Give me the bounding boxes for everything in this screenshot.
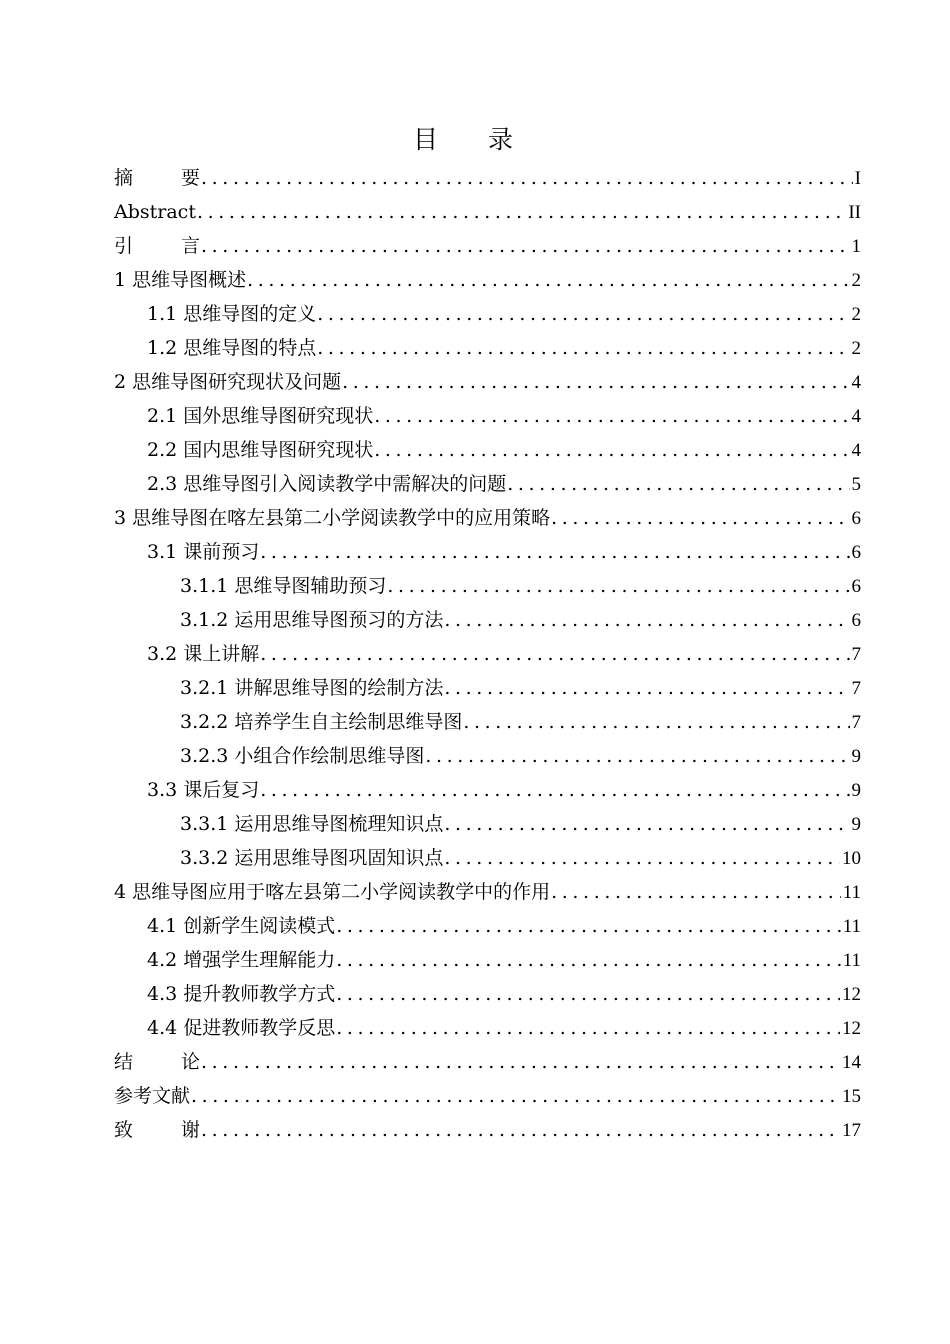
toc-entry[interactable] [114, 841, 861, 875]
toc-entry-page-number: 11 [842, 882, 861, 903]
toc-entry[interactable] [114, 603, 861, 637]
dot-leader [387, 569, 849, 603]
dot-leader [260, 535, 849, 569]
toc-entry-label: 3.2.2 培养学生自主绘制思维导图 [180, 711, 463, 733]
toc-entry[interactable] [114, 705, 861, 739]
dot-leader [191, 1079, 840, 1113]
toc-entry-page-number: 5 [851, 474, 861, 495]
toc-entry[interactable] [114, 909, 861, 943]
dot-leader [425, 739, 849, 773]
toc-entry-label: 结论 [114, 1051, 201, 1073]
toc-entry-label: 4 思维导图应用于喀左县第二小学阅读教学中的作用 [114, 881, 551, 903]
dot-leader [342, 365, 849, 399]
toc-entry-page-number: 10 [842, 848, 861, 869]
dot-leader [374, 399, 849, 433]
toc-entry[interactable] [114, 297, 861, 331]
toc-entry[interactable] [114, 433, 861, 467]
toc-entry-label: 2.2 国内思维导图研究现状 [147, 439, 374, 461]
dot-leader [336, 1011, 840, 1045]
toc-entry-page-number: 12 [842, 984, 861, 1005]
toc-entry[interactable] [114, 365, 861, 399]
dot-leader [317, 297, 849, 331]
dot-leader [336, 909, 840, 943]
toc-entry-label: 3.3.1 运用思维导图梳理知识点 [180, 813, 444, 835]
toc-entry[interactable] [114, 195, 861, 229]
toc-entry-page-number: 4 [851, 406, 861, 427]
dot-leader [201, 229, 849, 263]
toc-entry-label: 摘要 [114, 167, 201, 189]
dot-leader [201, 1113, 840, 1147]
toc-entry-page-number: 6 [851, 610, 861, 631]
toc-entry-label: 致谢 [114, 1119, 201, 1141]
toc-entry-label: 3.3 课后复习 [147, 779, 260, 801]
toc-entry-label: 2.1 国外思维导图研究现状 [147, 405, 374, 427]
toc-entry-page-number: 1 [851, 236, 861, 257]
dot-leader [551, 875, 841, 909]
toc-entry-label: 3.2.3 小组合作绘制思维导图 [180, 745, 425, 767]
toc-entry-label: 3 思维导图在喀左县第二小学阅读教学中的应用策略 [114, 507, 551, 529]
dot-leader [374, 433, 849, 467]
dot-leader [201, 1045, 840, 1079]
dot-leader [336, 977, 840, 1011]
page-title: 目录 [412, 125, 563, 154]
toc-entry[interactable] [114, 875, 861, 909]
toc-entry-page-number: 9 [851, 746, 861, 767]
toc-entry[interactable] [114, 229, 861, 263]
toc-entry-label: 1 思维导图概述 [114, 269, 247, 291]
dot-leader [336, 943, 840, 977]
toc-entry-label: 3.2.1 讲解思维导图的绘制方法 [180, 677, 444, 699]
toc-entry[interactable] [114, 1011, 861, 1045]
dot-leader [197, 195, 846, 229]
toc-entry-label: 参考文献 [114, 1085, 191, 1107]
dot-leader [317, 331, 849, 365]
toc-entry-label: 引言 [114, 235, 201, 257]
toc-entry-label: 3.1.2 运用思维导图预习的方法 [180, 609, 444, 631]
toc-entry-page-number: 2 [851, 270, 861, 291]
toc-entry[interactable] [114, 263, 861, 297]
toc-entry-page-number: 9 [851, 814, 861, 835]
toc-entry-label: 3.3.2 运用思维导图巩固知识点 [180, 847, 444, 869]
dot-leader [463, 705, 849, 739]
toc-entry[interactable] [114, 807, 861, 841]
toc-entry-label: Abstract [114, 201, 196, 223]
toc-entry-page-number: 6 [851, 576, 861, 597]
toc-entry[interactable] [114, 161, 861, 195]
toc-entry-page-number: 11 [842, 950, 861, 971]
toc-entry-page-number: 17 [842, 1120, 861, 1141]
dot-leader [260, 773, 849, 807]
toc-entry[interactable] [114, 637, 861, 671]
toc-entry-page-number: II [848, 202, 861, 223]
toc-entry-page-number: 11 [842, 916, 861, 937]
toc-entry-label: 4.1 创新学生阅读模式 [147, 915, 336, 937]
toc-entry-page-number: I [854, 168, 861, 189]
toc-entry[interactable] [114, 467, 861, 501]
dot-leader [444, 841, 840, 875]
toc-entry-label: 1.2 思维导图的特点 [147, 337, 317, 359]
toc-entry[interactable] [114, 977, 861, 1011]
toc-entry-page-number: 2 [851, 338, 861, 359]
toc-entry-label: 3.1 课前预习 [147, 541, 260, 563]
toc-entry[interactable] [114, 943, 861, 977]
toc-entry-label: 4.4 促进教师教学反思 [147, 1017, 336, 1039]
toc-entry-page-number: 7 [851, 678, 861, 699]
toc-entry-page-number: 6 [851, 542, 861, 563]
toc-entry[interactable] [114, 501, 861, 535]
toc-entry[interactable] [114, 671, 861, 705]
table-of-contents [114, 161, 861, 1147]
toc-entry-label: 3.2 课上讲解 [147, 643, 260, 665]
toc-entry-label: 2.3 思维导图引入阅读教学中需解决的问题 [147, 473, 507, 495]
dot-leader [201, 161, 853, 195]
toc-entry-page-number: 4 [851, 440, 861, 461]
toc-entry-page-number: 4 [851, 372, 861, 393]
dot-leader [507, 467, 849, 501]
dot-leader [551, 501, 849, 535]
toc-entry-label: 4.2 增强学生理解能力 [147, 949, 336, 971]
dot-leader [444, 603, 849, 637]
toc-entry[interactable] [114, 399, 861, 433]
toc-entry[interactable] [114, 1113, 861, 1147]
toc-entry-page-number: 7 [851, 712, 861, 733]
toc-entry[interactable] [114, 1079, 861, 1113]
dot-leader [444, 807, 849, 841]
toc-entry-page-number: 9 [851, 780, 861, 801]
toc-entry[interactable] [114, 773, 861, 807]
toc-entry[interactable] [114, 331, 861, 365]
dot-leader [444, 671, 849, 705]
toc-entry-label: 4.3 提升教师教学方式 [147, 983, 336, 1005]
toc-entry-page-number: 14 [842, 1052, 861, 1073]
toc-entry-page-number: 12 [842, 1018, 861, 1039]
toc-entry-label: 1.1 思维导图的定义 [147, 303, 317, 325]
dot-leader [260, 637, 849, 671]
toc-entry-label: 2 思维导图研究现状及问题 [114, 371, 342, 393]
toc-entry-page-number: 6 [851, 508, 861, 529]
toc-entry[interactable] [114, 535, 861, 569]
toc-entry-page-number: 2 [851, 304, 861, 325]
toc-entry[interactable] [114, 569, 861, 603]
toc-entry[interactable] [114, 1045, 861, 1079]
toc-entry-page-number: 15 [842, 1086, 861, 1107]
toc-entry[interactable] [114, 739, 861, 773]
toc-entry-page-number: 7 [851, 644, 861, 665]
dot-leader [247, 263, 849, 297]
toc-entry-label: 3.1.1 思维导图辅助预习 [180, 575, 387, 597]
